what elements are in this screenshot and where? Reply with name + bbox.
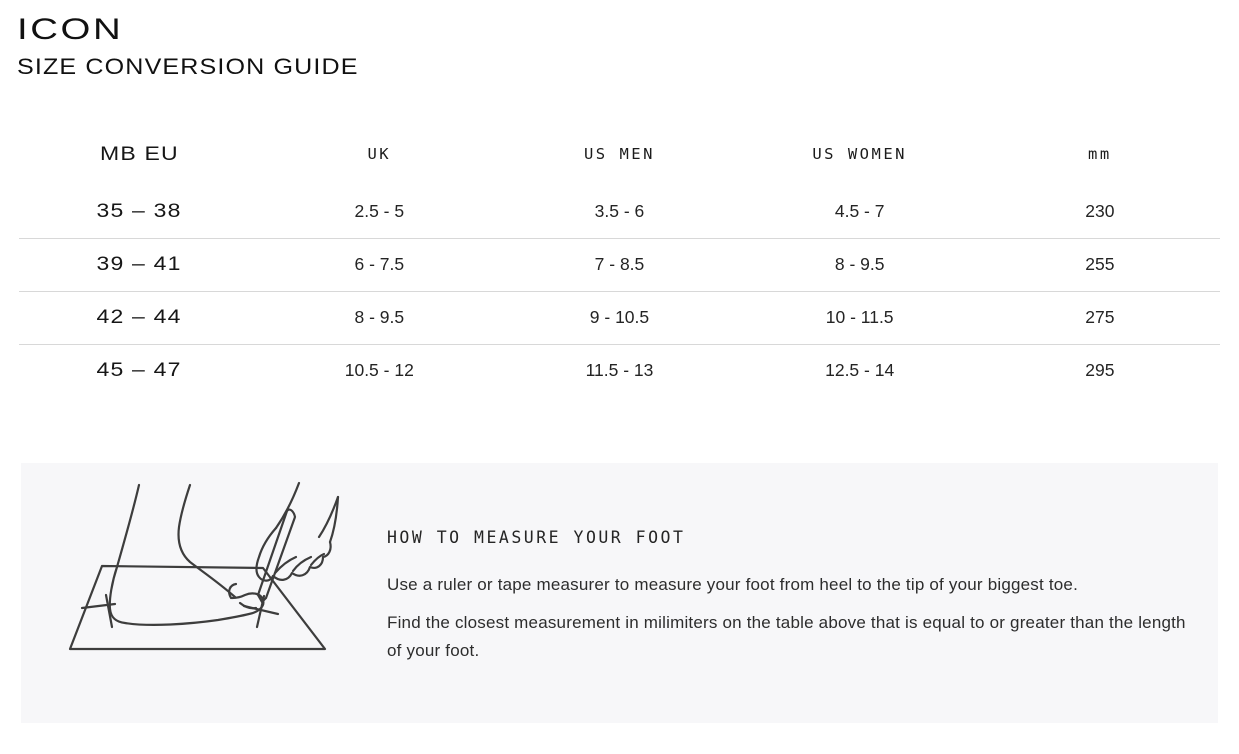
size-conversion-table <box>19 123 1220 397</box>
cell-mm: 255 <box>980 238 1220 291</box>
cell-mb-eu: 45 – 47 <box>96 359 182 382</box>
cell-uk: 8 - 9.5 <box>259 291 499 344</box>
column-header-mm: mm <box>1088 145 1112 164</box>
cell-us-men: 11.5 - 13 <box>585 360 654 381</box>
product-title: ICON <box>17 13 124 46</box>
hand-right-contour <box>330 497 338 542</box>
page-header <box>0 0 1239 79</box>
foot-measure-drawing-icon <box>55 475 355 695</box>
page-subtitle: SIZE CONVERSION GUIDE <box>17 54 359 79</box>
cell-uk: 2.5 - 5 <box>259 185 499 238</box>
instep-outline <box>178 485 235 597</box>
cell-us-women: 10 - 11.5 <box>740 291 980 344</box>
cell-us-women: 12.5 - 14 <box>825 360 895 381</box>
cell-us-women: 4.5 - 7 <box>740 185 980 238</box>
cell-us-men: 9 - 10.5 <box>499 291 739 344</box>
column-header-uk: UK <box>367 145 392 164</box>
cell-mm: 275 <box>980 291 1220 344</box>
cell-mb-eu: 35 – 38 <box>19 185 259 238</box>
cell-us-men: 3.5 - 6 <box>499 185 739 238</box>
cell-mb-eu: 42 – 44 <box>19 291 259 344</box>
finger-lines <box>275 554 324 573</box>
how-to-measure-section <box>21 463 1218 723</box>
cell-uk: 10.5 - 12 <box>344 360 414 381</box>
cell-mm: 230 <box>980 185 1220 238</box>
measure-instruction-1: Use a ruler or tape measurer to measure your foot from heel to the tip of your biggest toe. <box>387 575 1078 595</box>
table-row <box>19 344 1220 397</box>
cell-mb-eu: 39 – 41 <box>19 238 259 291</box>
measure-instruction-2: Find the closest measurement in milimiters on the table above that is equal to or greater than the length of your foot. <box>387 613 1186 660</box>
cell-uk: 6 - 7.5 <box>259 238 499 291</box>
measure-instructions <box>387 463 1197 675</box>
toe-small-mark <box>240 603 256 608</box>
pen <box>258 510 295 602</box>
column-header-us-women: US WOMEN <box>812 145 907 164</box>
measure-heading: HOW TO MEASURE YOUR FOOT <box>387 528 686 548</box>
cell-us-women: 8 - 9.5 <box>740 238 980 291</box>
foot-measuring-illustration <box>55 475 355 695</box>
size-table-header <box>19 123 1220 185</box>
cell-mm: 295 <box>1085 360 1115 381</box>
column-header-mb-eu: MB EU <box>99 142 179 165</box>
column-header-us-men: US MEN <box>583 145 655 164</box>
table-row <box>19 238 1220 291</box>
table-row <box>19 291 1220 344</box>
header-row <box>19 123 1220 185</box>
wrist-line-left <box>276 483 299 528</box>
table-row <box>19 185 1220 238</box>
cell-us-men: 7 - 8.5 <box>499 238 739 291</box>
